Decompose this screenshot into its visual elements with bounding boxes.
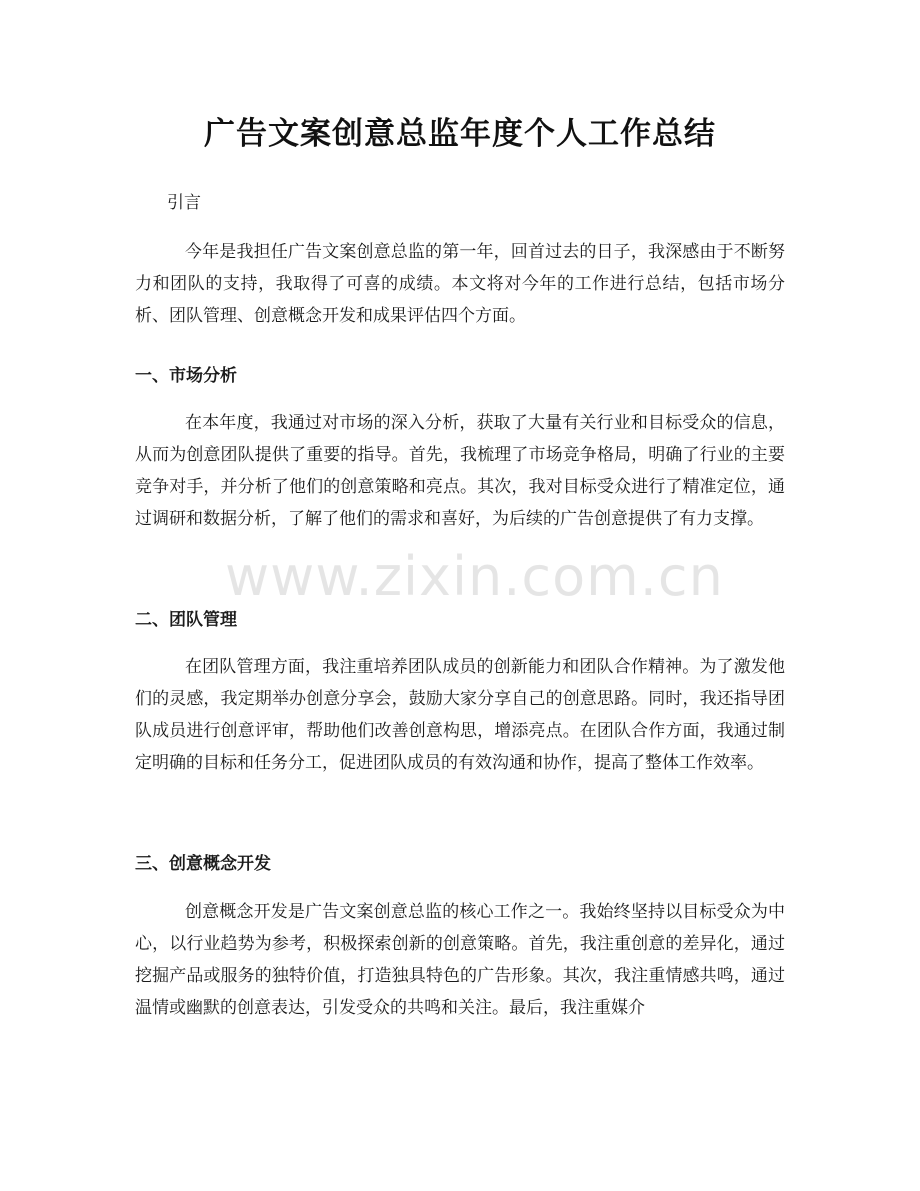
section-paragraph-market: 在本年度，我通过对市场的深入分析，获取了大量有关行业和目标受众的信息，从而为创意团队提供了重要的指导。首先，我梳理了市场竞争格局，明确了行业的主要竞争对手，并分析了他们的创意策略和亮点。其次，我对目标受众进行了精准定位，通过调研和数据分析，了解了他们的需求和喜好，为后续的广告创意提供了有力支撑。: [135, 413, 785, 529]
section-heading-team: 二、团队管理: [135, 610, 237, 630]
intro-label: 引言: [167, 193, 201, 213]
section-paragraph-team: 在团队管理方面，我注重培养团队成员的创新能力和团队合作精神。为了激发他们的灵感，我定期举办创意分享会，鼓励大家分享自己的创意思路。同时，我还指导团队成员进行创意评审，帮助他们改善创意构思，增添亮点。在团队合作方面，我通过制定明确的目标和任务分工，促进团队成员的有效沟通和协作，提高了整体工作效率。: [135, 657, 785, 773]
section-heading-creative: 三、创意概念开发: [135, 854, 271, 874]
intro-paragraph: 今年是我担任广告文案创意总监的第一年，回首过去的日子，我深感由于不断努力和团队的支持，我取得了可喜的成绩。本文将对今年的工作进行总结，包括市场分析、团队管理、创意概念开发和成果评估四个方面。: [135, 242, 785, 326]
watermark: www.zixin.com.cn: [225, 545, 724, 608]
page-title: 广告文案创意总监年度个人工作总结: [204, 116, 716, 152]
section-heading-market: 一、市场分析: [135, 366, 237, 386]
section-paragraph-creative: 创意概念开发是广告文案创意总监的核心工作之一。我始终坚持以目标受众为中心，以行业趋势为参考，积极探索创新的创意策略。首先，我注重创意的差异化，通过挖掘产品或服务的独特价值，打造独具特色的广告形象。其次，我注重情感共鸣，通过温情或幽默的创意表达，引发受众的共鸣和关注。最后，我注重媒介: [135, 902, 785, 1018]
